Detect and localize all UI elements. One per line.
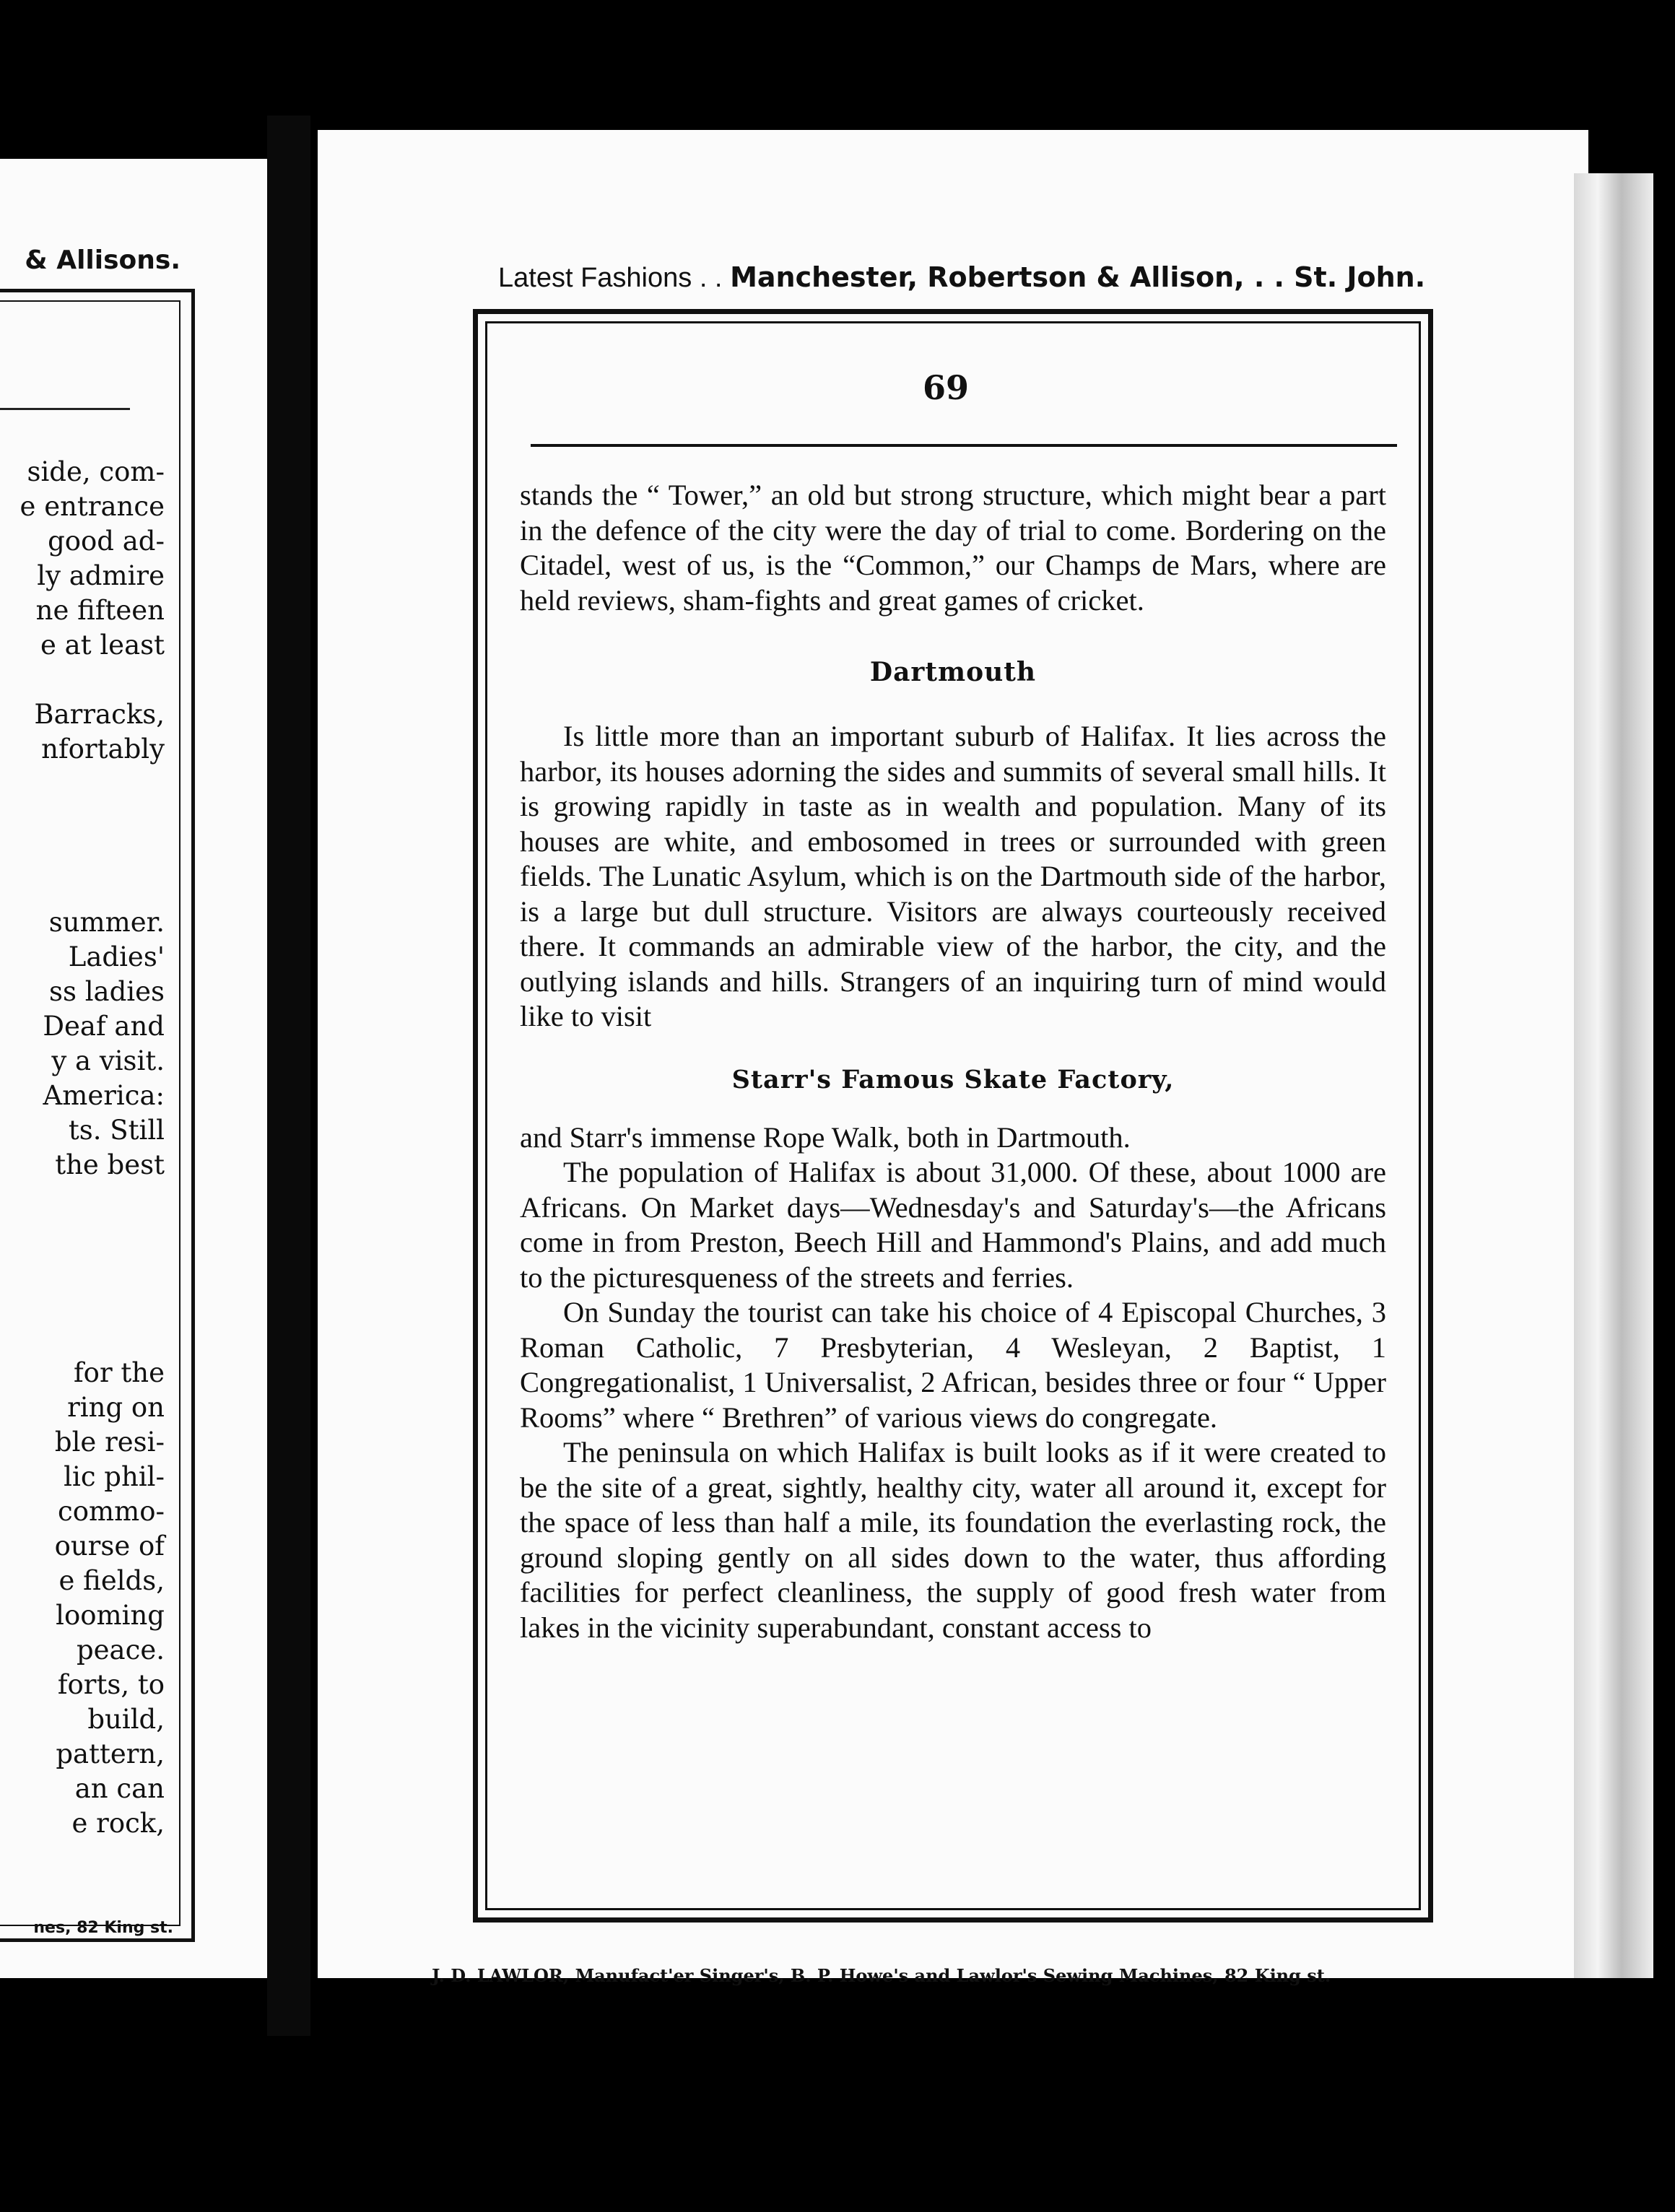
left-page-line [0, 836, 165, 871]
left-page-line: side, com- [27, 456, 165, 487]
left-page-line: Barracks, [34, 699, 165, 730]
running-head-fashions: Latest Fashions . . [498, 263, 731, 293]
left-page-line: good ad- [48, 526, 165, 557]
left-page-text [0, 455, 165, 1841]
left-page-line: commo- [58, 1496, 165, 1527]
left-page-line [0, 767, 165, 801]
paragraph-churches: On Sunday the tourist can take his choice of 4 Episcopal Churches, 3 Roman Catholic, 7 Presbyterian, 4 Wesleyan, 2 Baptist, 1 Congregationalist, 1 Universalist, 2 African, besides three or four “ Upper Rooms” where “ Brethren” of various views do congregate. [520, 1296, 1386, 1434]
left-page-line: ss ladies [48, 976, 165, 1007]
left-running-head: & Allisons. [25, 245, 180, 275]
left-page-line: Ladies' [68, 941, 165, 972]
left-page-line: forts, to [57, 1669, 165, 1700]
left-page-line: Deaf and [43, 1011, 165, 1042]
left-head-rule [0, 408, 130, 410]
left-page-line [0, 1321, 165, 1356]
left-page-line: pattern, [56, 1738, 165, 1769]
paragraph-peninsula: The peninsula on which Halifax is built looks as if it were created to be the site of a great, sightly, healthy city, water all around it, except for the space of less than half a mile, its foundation the everlasting rock, the ground sloping gently on all sides down to the water, thus affording facilities for perfect cleanliness, the supply of good fresh water from lakes in the vicinity superabundant, constant access to [520, 1436, 1386, 1644]
left-page-line [0, 801, 165, 836]
paragraph-population: The population of Halifax is about 31,000. Of these, about 1000 are Africans. On Market days—Wednesday's and Saturday's—the Africans come in from Preston, Beech Hill and Hammond's Plains, and add much to the picturesqueness of the streets and ferries. [520, 1156, 1386, 1294]
left-page-line: e entrance [19, 491, 165, 522]
page-number: 69 [922, 368, 969, 407]
left-page-line: e rock, [71, 1808, 165, 1839]
paragraph-dartmouth: Is little more than an important suburb of Halifax. It lies across the harbor, its houses adorning the sides and summits of several small hills. It is growing rapidly in taste as in wealth and population. Many of its houses are white, and embosomed in trees or surrounded with green fields. The Lunatic Asylum, which is on the Dartmouth side of the harbor, is a large but dull structure. Visitors are always courteously received there. It commands an admirable view of the harbor, the city, and the outlying islands and hills. Strangers of an inquiring turn of mind would like to visit [520, 720, 1386, 1032]
left-page-line: e at least [40, 630, 165, 661]
left-page-line: ring on [67, 1392, 165, 1423]
book-gutter [267, 116, 310, 2036]
left-page-line: build, [87, 1704, 165, 1735]
paragraph-tower: stands the “ Tower,” an old but strong structure, which might bear a part in the defence of the city were the day of trial to come. Bordering on the Citadel, west of us, is the “Common,” our Champs de Mars, where are held reviews, sham-fights and great games of cricket. [520, 479, 1386, 617]
left-page-line [0, 1286, 165, 1321]
left-page-line [0, 1183, 165, 1217]
heading-dartmouth: Dartmouth [869, 657, 1037, 687]
left-page-line [0, 1252, 165, 1286]
left-page-line: peace. [76, 1634, 165, 1665]
left-page-line: for the [73, 1357, 165, 1388]
left-page-line: looming [56, 1600, 165, 1631]
body-text [520, 478, 1386, 1645]
left-page-line: ly admire [37, 560, 165, 591]
left-page-line: nfortably [41, 733, 165, 765]
left-page-line [0, 1217, 165, 1252]
page-footer-advert: J. D. LAWLOR, Manufact'er Singer's, B. P. Howe's and Lawlor's Sewing Machines, 82 King st. [432, 1965, 1331, 1986]
left-footer: nes, 82 King st. [33, 1919, 173, 1937]
page-edges [1574, 173, 1653, 1978]
left-page-line: e fields, [58, 1565, 165, 1596]
left-page-line: y a visit. [51, 1045, 165, 1076]
left-page-line: an can [74, 1773, 165, 1804]
left-page-fragment [0, 159, 267, 1978]
left-page-line [0, 871, 165, 905]
header-rule [531, 444, 1397, 447]
running-head [498, 261, 1444, 294]
left-page-line: ourse of [54, 1530, 165, 1562]
left-page-line: lic phil- [64, 1461, 165, 1492]
left-page-line: ts. Still [68, 1115, 165, 1146]
left-page-line: ble resi- [54, 1427, 165, 1458]
paragraph-rope-walk: and Starr's immense Rope Walk, both in Dartmouth. [520, 1120, 1131, 1154]
left-page-line: America: [43, 1080, 165, 1111]
left-page-line [0, 663, 165, 697]
left-page-line: the best [55, 1149, 165, 1180]
running-head-firm: Manchester, Robertson & Allison, . . St. John. [730, 261, 1426, 293]
left-page-line: ne fifteen [35, 595, 165, 626]
left-page-line: summer. [48, 907, 165, 938]
heading-skate-factory: Starr's Famous Skate Factory, [731, 1064, 1175, 1094]
